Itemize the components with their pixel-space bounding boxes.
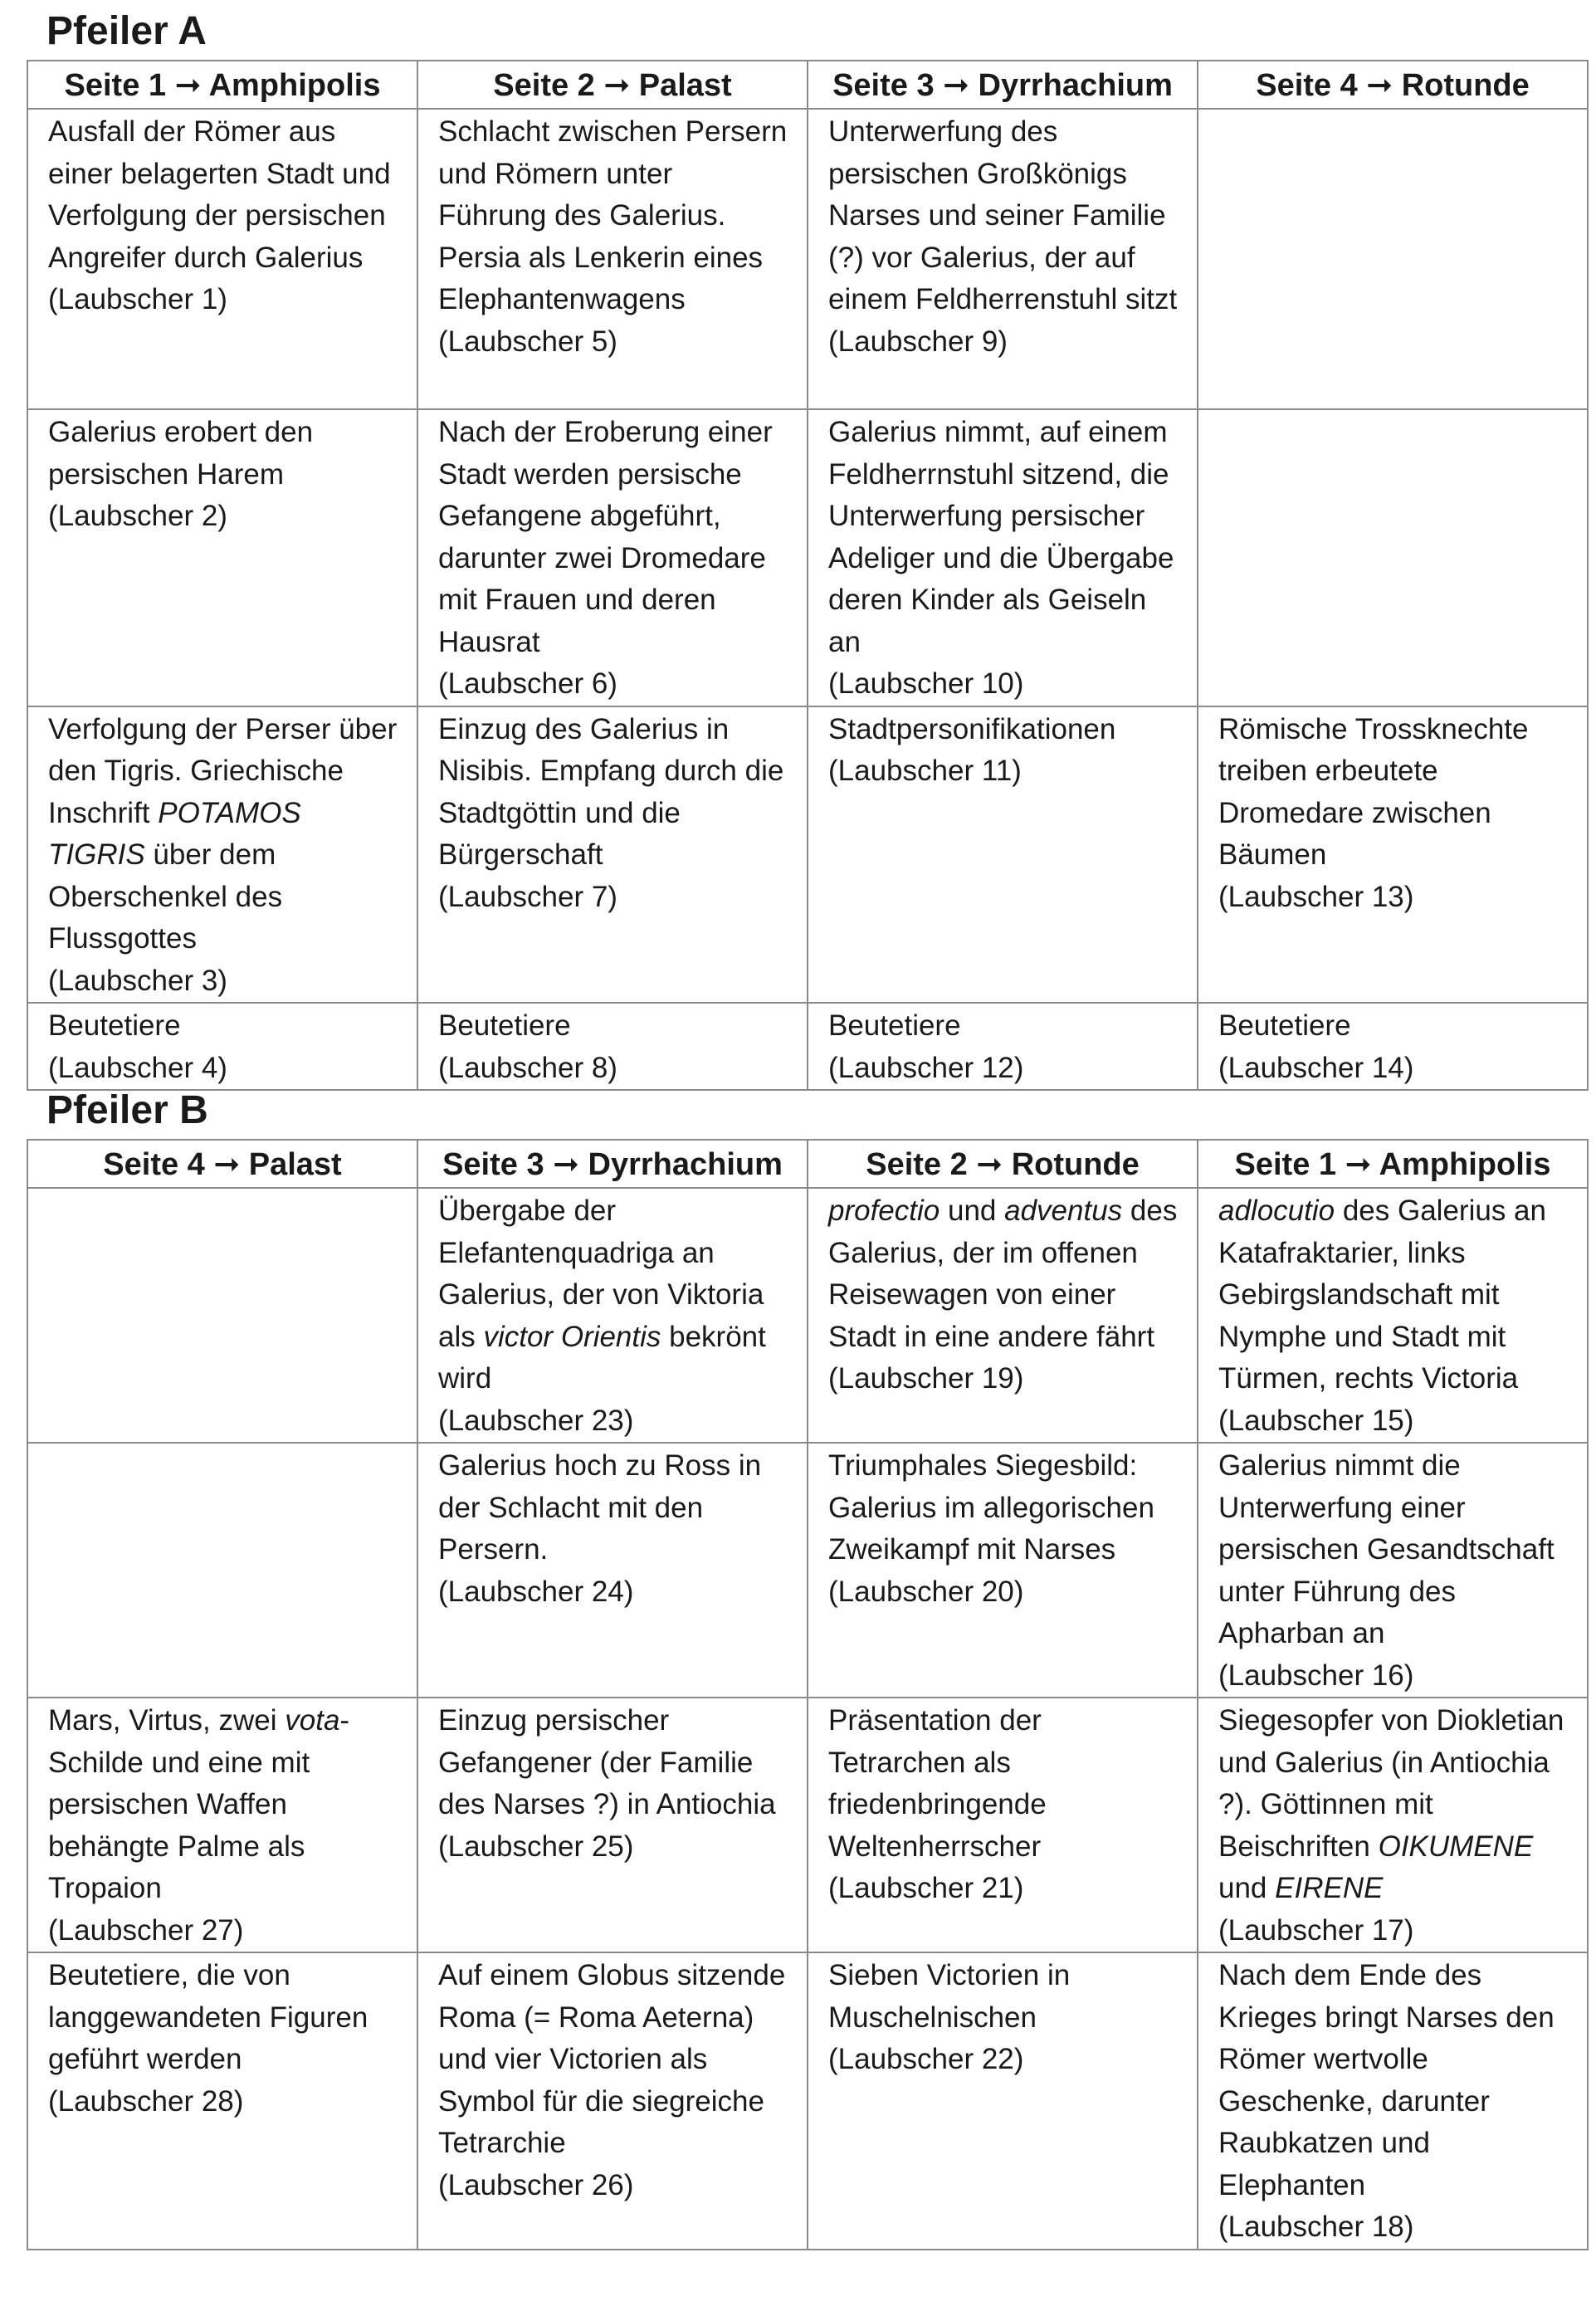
cell-text: Beutetiere (Laubscher 8) xyxy=(438,1009,617,1084)
table-cell xyxy=(417,1003,808,1090)
cell-text: Galerius hoch zu Ross in der Schlacht mit den Persern. (Laubscher 24) xyxy=(438,1449,762,1608)
pillar-a-section xyxy=(27,0,1587,1091)
table-cell xyxy=(27,409,417,706)
column-header: Seite 4 ➞ Rotunde xyxy=(1198,61,1588,109)
cell-text: Stadtpersonifikationen (Laubscher 11) xyxy=(828,712,1116,787)
table-row xyxy=(27,1188,1588,1443)
cell-text: Galerius nimmt, auf einem Feldherrnstuhl sitzend, die Unterwerfung persischer Adeliger und die Übergabe deren Kinder als Geiseln an (Laubscher 10) xyxy=(828,416,1174,700)
pillar-b-table xyxy=(27,1139,1589,2250)
pillar-b-title: Pfeiler B xyxy=(46,1088,208,1132)
table-row xyxy=(27,706,1588,1004)
cell-text: Beutetiere (Laubscher 12) xyxy=(828,1009,1024,1084)
cell-text: Beutetiere (Laubscher 4) xyxy=(48,1009,227,1084)
table-cell xyxy=(1198,1003,1588,1090)
table-cell xyxy=(808,1443,1198,1698)
table-cell xyxy=(808,1188,1198,1443)
cell-text: Präsentation der Tetrarchen als friedenbringende Weltenherrscher (Laubscher 21) xyxy=(828,1704,1047,1904)
cell-text: Beutetiere (Laubscher 14) xyxy=(1218,1009,1414,1084)
table-row xyxy=(27,1952,1588,2250)
cell-text: Galerius erobert den persischen Harem (Laubscher 2) xyxy=(48,416,314,532)
table-cell xyxy=(808,706,1198,1004)
table-cell xyxy=(808,409,1198,706)
table-cell xyxy=(417,1443,808,1698)
table-cell xyxy=(27,109,417,409)
table-cell xyxy=(27,1003,417,1090)
column-header: Seite 4 ➞ Palast xyxy=(27,1140,417,1188)
italic-term: EIRENE xyxy=(1275,1872,1384,1904)
cell-text: Schlacht zwischen Persern und Römern unter Führung des Galerius. Persia als Lenkerin eines Elephantenwagens (Laubscher 5) xyxy=(438,115,788,358)
column-header: Seite 1 ➞ Amphipolis xyxy=(27,61,417,109)
table-cell xyxy=(27,706,417,1004)
column-header: Seite 2 ➞ Palast xyxy=(417,61,808,109)
table-cell xyxy=(27,1188,417,1443)
cell-text: Galerius nimmt die Unterwerfung einer persischen Gesandtschaft unter Führung des Apharban an (Laubscher 16) xyxy=(1218,1449,1555,1692)
cell-text: profectio und adventus des Galerius, der im offenen Reisewagen von einer Stadt in eine andere fährt (Laubscher 19) xyxy=(828,1195,1178,1395)
cell-text: Auf einem Globus sitzende Roma (= Roma Aeterna) und vier Victorien als Symbol für die siegreiche Tetrarchie (Laubscher 26) xyxy=(438,1959,786,2201)
table-cell xyxy=(417,1952,808,2250)
italic-term: profectio xyxy=(828,1195,940,1227)
cell-text: Unterwerfung des persischen Großkönigs Narses und seiner Familie (?) vor Galerius, der auf einem Feldherrenstuhl sitzt (Laubscher 9) xyxy=(828,115,1178,358)
table-cell xyxy=(808,109,1198,409)
table-row xyxy=(27,1443,1588,1698)
pillar-a-table xyxy=(27,60,1589,1091)
table-cell xyxy=(1198,109,1588,409)
cell-text: Siegesopfer von Diokletian und Galerius (in Antiochia ?). Göttinnen mit Beischriften OIKUMENE und EIRENE (Laubscher 17) xyxy=(1218,1704,1564,1947)
table-cell xyxy=(1198,409,1588,706)
cell-text: Nach dem Ende des Krieges bringt Narses den Römer wertvolle Geschenke, darunter Raubkatzen und Elephanten (Laubscher 18) xyxy=(1218,1959,1555,2243)
table-cell xyxy=(808,1698,1198,1952)
cell-text: Mars, Virtus, zwei vota-Schilde und eine mit persischen Waffen behängte Palme als Tropaion (Laubscher 27) xyxy=(48,1704,350,1947)
table-cell xyxy=(27,1952,417,2250)
column-header: Seite 3 ➞ Dyrrhachium xyxy=(808,61,1198,109)
cell-text: Nach der Eroberung einer Stadt werden persische Gefangene abgeführt, darunter zwei Dromedare mit Frauen und deren Hausrat (Laubscher 6) xyxy=(438,416,773,700)
cell-text: Römische Trossknechte treiben erbeutete Dromedare zwischen Bäumen (Laubscher 13) xyxy=(1218,712,1529,913)
table-cell xyxy=(1198,1698,1588,1952)
cell-text: Verfolgung der Perser über den Tigris. Griechische Inschrift POTAMOS TIGRIS über dem Oberschenkel des Flussgottes (Laubscher 3) xyxy=(48,712,398,997)
table-cell xyxy=(27,1443,417,1698)
cell-text: Ausfall der Römer aus einer belagerten Stadt und Verfolgung der persischen Angreifer durch Galerius (Laubscher 1) xyxy=(48,115,391,315)
italic-term: POTAMOS TIGRIS xyxy=(48,796,301,871)
table-cell xyxy=(808,1003,1198,1090)
cell-text: adlocutio des Galerius an Katafraktarier, links Gebirgslandschaft mit Nymphe und Stadt mit Türmen, rechts Victoria (Laubscher 15) xyxy=(1218,1195,1546,1437)
table-cell xyxy=(1198,1188,1588,1443)
italic-term: OIKUMENE xyxy=(1378,1830,1534,1863)
column-header: Seite 1 ➞ Amphipolis xyxy=(1198,1140,1588,1188)
table-row xyxy=(27,1003,1588,1090)
table-row xyxy=(27,109,1588,409)
italic-term: adventus xyxy=(1004,1195,1123,1227)
cell-text: Triumphales Siegesbild: Galerius im allegorischen Zweikampf mit Narses (Laubscher 20) xyxy=(828,1449,1154,1608)
table-cell xyxy=(1198,1443,1588,1698)
table-cell xyxy=(417,1698,808,1952)
cell-text: Sieben Victorien in Muschelnischen (Laubscher 22) xyxy=(828,1959,1071,2075)
table-cell xyxy=(417,109,808,409)
cell-text: Einzug des Galerius in Nisibis. Empfang durch die Stadtgöttin und die Bürgerschaft (Laubscher 7) xyxy=(438,712,784,913)
table-row xyxy=(27,409,1588,706)
column-header: Seite 2 ➞ Rotunde xyxy=(808,1140,1198,1188)
table-cell xyxy=(417,706,808,1004)
table-cell xyxy=(27,1698,417,1952)
table-cell xyxy=(417,409,808,706)
table-header-row xyxy=(27,61,1588,109)
pillar-a-title: Pfeiler A xyxy=(46,9,207,53)
pillar-b-section xyxy=(27,1079,1587,2250)
cell-text: Übergabe der Elefantenquadriga an Galerius, der von Viktoria als victor Orientis bekrönt wird (Laubscher 23) xyxy=(438,1195,766,1437)
italic-term: victor Orientis xyxy=(483,1320,661,1353)
cell-text: Einzug persischer Gefangener (der Familie des Narses ?) in Antiochia (Laubscher 25) xyxy=(438,1704,776,1863)
column-header: Seite 3 ➞ Dyrrhachium xyxy=(417,1140,808,1188)
table-row xyxy=(27,1698,1588,1952)
italic-term: vota xyxy=(285,1704,340,1737)
table-cell xyxy=(417,1188,808,1443)
cell-text: Beutetiere, die von langgewandeten Figuren geführt werden (Laubscher 28) xyxy=(48,1959,368,2118)
table-cell xyxy=(1198,706,1588,1004)
table-cell xyxy=(808,1952,1198,2250)
table-cell xyxy=(1198,1952,1588,2250)
table-header-row xyxy=(27,1140,1588,1188)
italic-term: adlocutio xyxy=(1218,1195,1335,1227)
